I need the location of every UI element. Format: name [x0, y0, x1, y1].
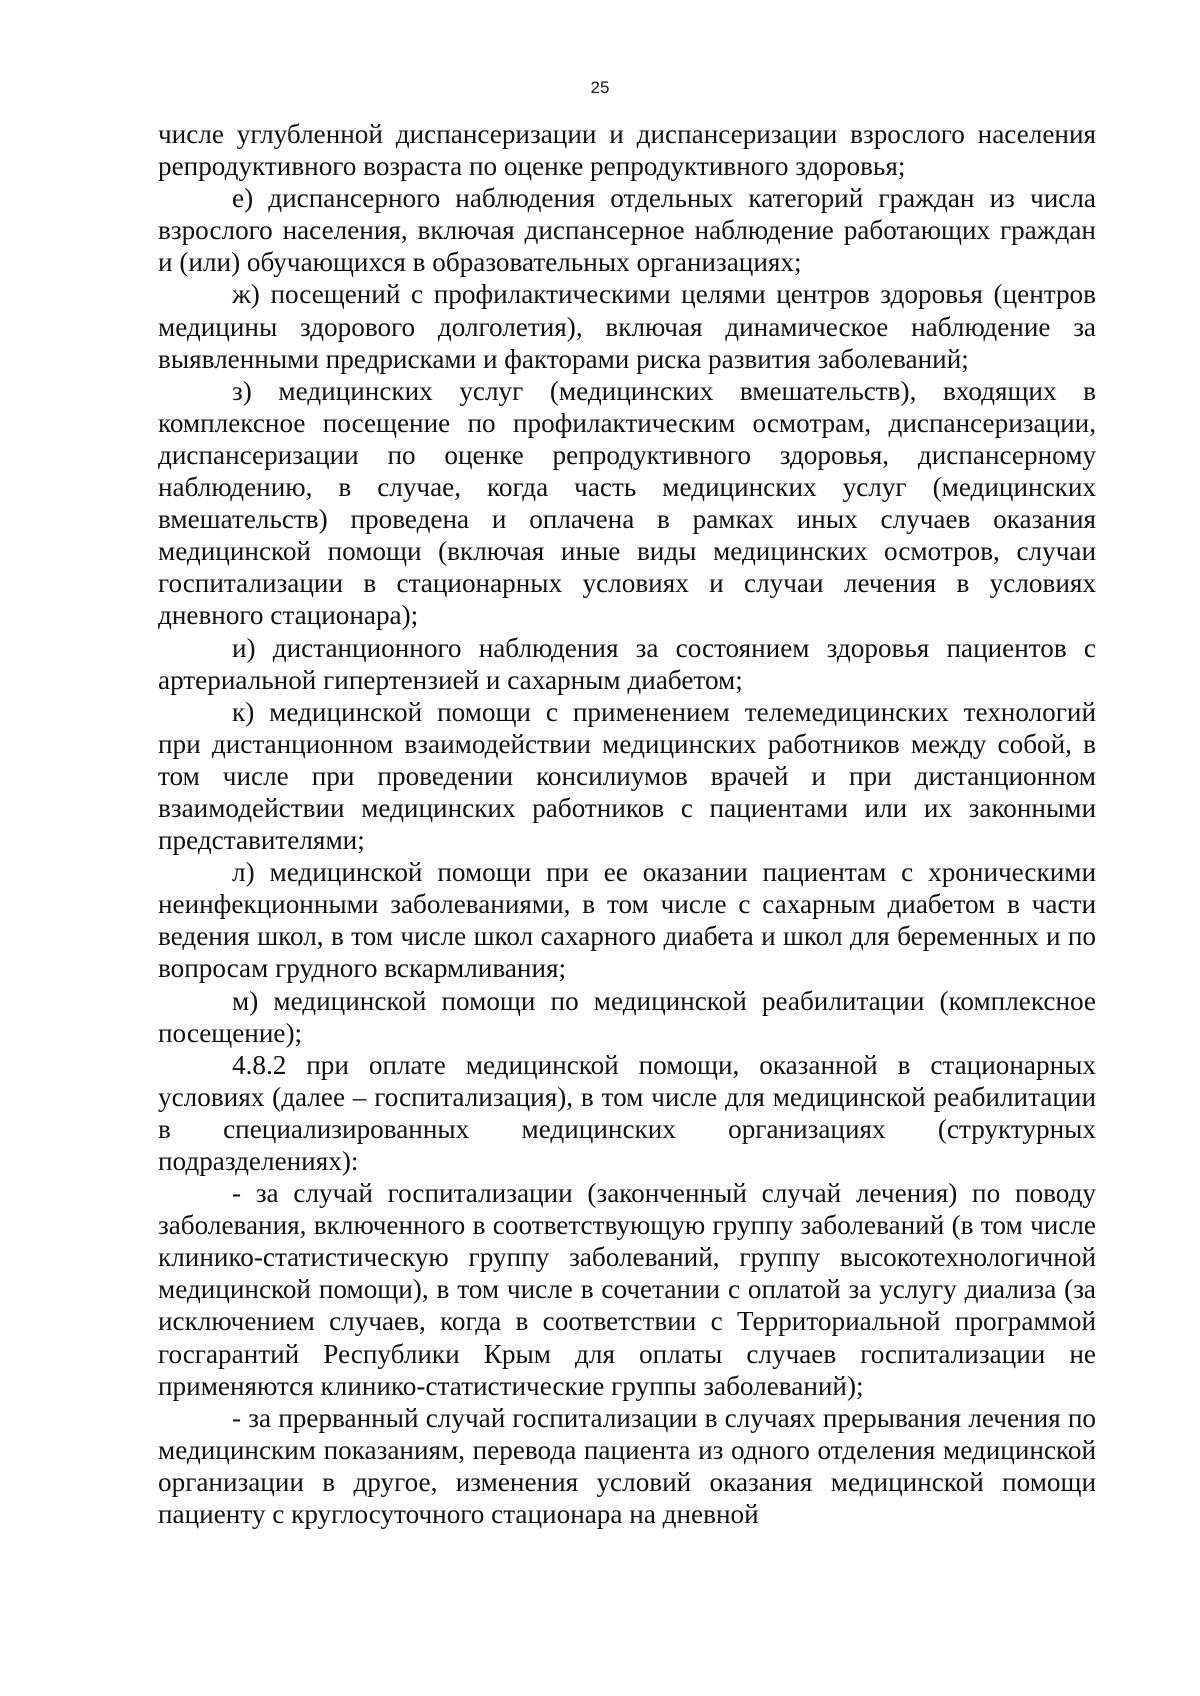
paragraph-item-i: и) дистанционного наблюдения за состоянием здоровья пациентов с артериальной гипертензией и сахарным диабетом;: [158, 632, 1096, 695]
paragraph-bullet-completed-case: - за случай госпитализации (законченный случай лечения) по поводу заболевания, включенного в соответствующую группу заболеваний (в том числе клинико-статистическую группу заболеваний, группу высокотехнологичной медицинской помощи), в том числе в сочетании с оплатой за услугу диализа (за исключением случаев, когда в соответствии с Территориальной программой госгарантий Республики Крым для оплаты случаев госпитализации не применяются клинико-статистические группы заболеваний);: [158, 1178, 1096, 1401]
paragraph-item-z: з) медицинских услуг (медицинских вмешательств), входящих в комплексное посещение по профилактическим осмотрам, диспансеризации, диспансеризации по оценке репродуктивного здоровья, диспансерному наблюдению, в случае, когда часть медицинских услуг (медицинских вмешательств) проведена и оплачена в рамках иных случаев оказания медицинской помощи (включая иные виды медицинских осмотров, случаи госпитализации в стационарных условиях и случаи лечения в условиях дневного стационара);: [158, 375, 1096, 631]
paragraph-section-4-8-2: 4.8.2 при оплате медицинской помощи, оказанной в стационарных условиях (далее – госпитализация), в том числе для медицинской реабилитации в специализированных медицинских организациях (структурных подразделениях):: [158, 1049, 1096, 1176]
page-number: 25: [590, 78, 610, 97]
paragraph-item-l: л) медицинской помощи при ее оказании пациентам с хроническими неинфекционными заболеваниями, в том числе с сахарным диабетом в части ведения школ, в том числе школ сахарного диабета и школ для беременных и по вопросам грудного вскармливания;: [158, 857, 1096, 984]
paragraph-continuation: числе углубленной диспансеризации и диспансеризации взрослого населения репродуктивного возраста по оценке репродуктивного здоровья;: [158, 119, 1096, 182]
paragraph-item-k: к) медицинской помощи с применением телемедицинских технологий при дистанционном взаимодействии медицинских работников между собой, в том числе при проведении консилиумов врачей и при дистанционном взаимодействии медицинских работников с пациентами или их законными представителями;: [158, 696, 1096, 856]
paragraph-item-zh: ж) посещений с профилактическими целями центров здоровья (центров медицины здорового долголетия), включая динамическое наблюдение за выявленными предрисками и факторами риска развития заболеваний;: [158, 279, 1096, 374]
paragraph-item-e: е) диспансерного наблюдения отдельных категорий граждан из числа взрослого населения, включая диспансерное наблюдение работающих граждан и (или) обучающихся в образовательных организациях;: [158, 183, 1096, 278]
document-body: [158, 118, 1096, 1530]
paragraph-item-m: м) медицинской помощи по медицинской реабилитации (комплексное посещение);: [158, 985, 1096, 1048]
paragraph-bullet-interrupted-case: - за прерванный случай госпитализации в случаях прерывания лечения по медицинским показаниям, перевода пациента из одного отделения медицинской организации в другое, изменения условий оказания медицинской помощи пациенту с круглосуточного стационара на дневной: [158, 1402, 1096, 1530]
